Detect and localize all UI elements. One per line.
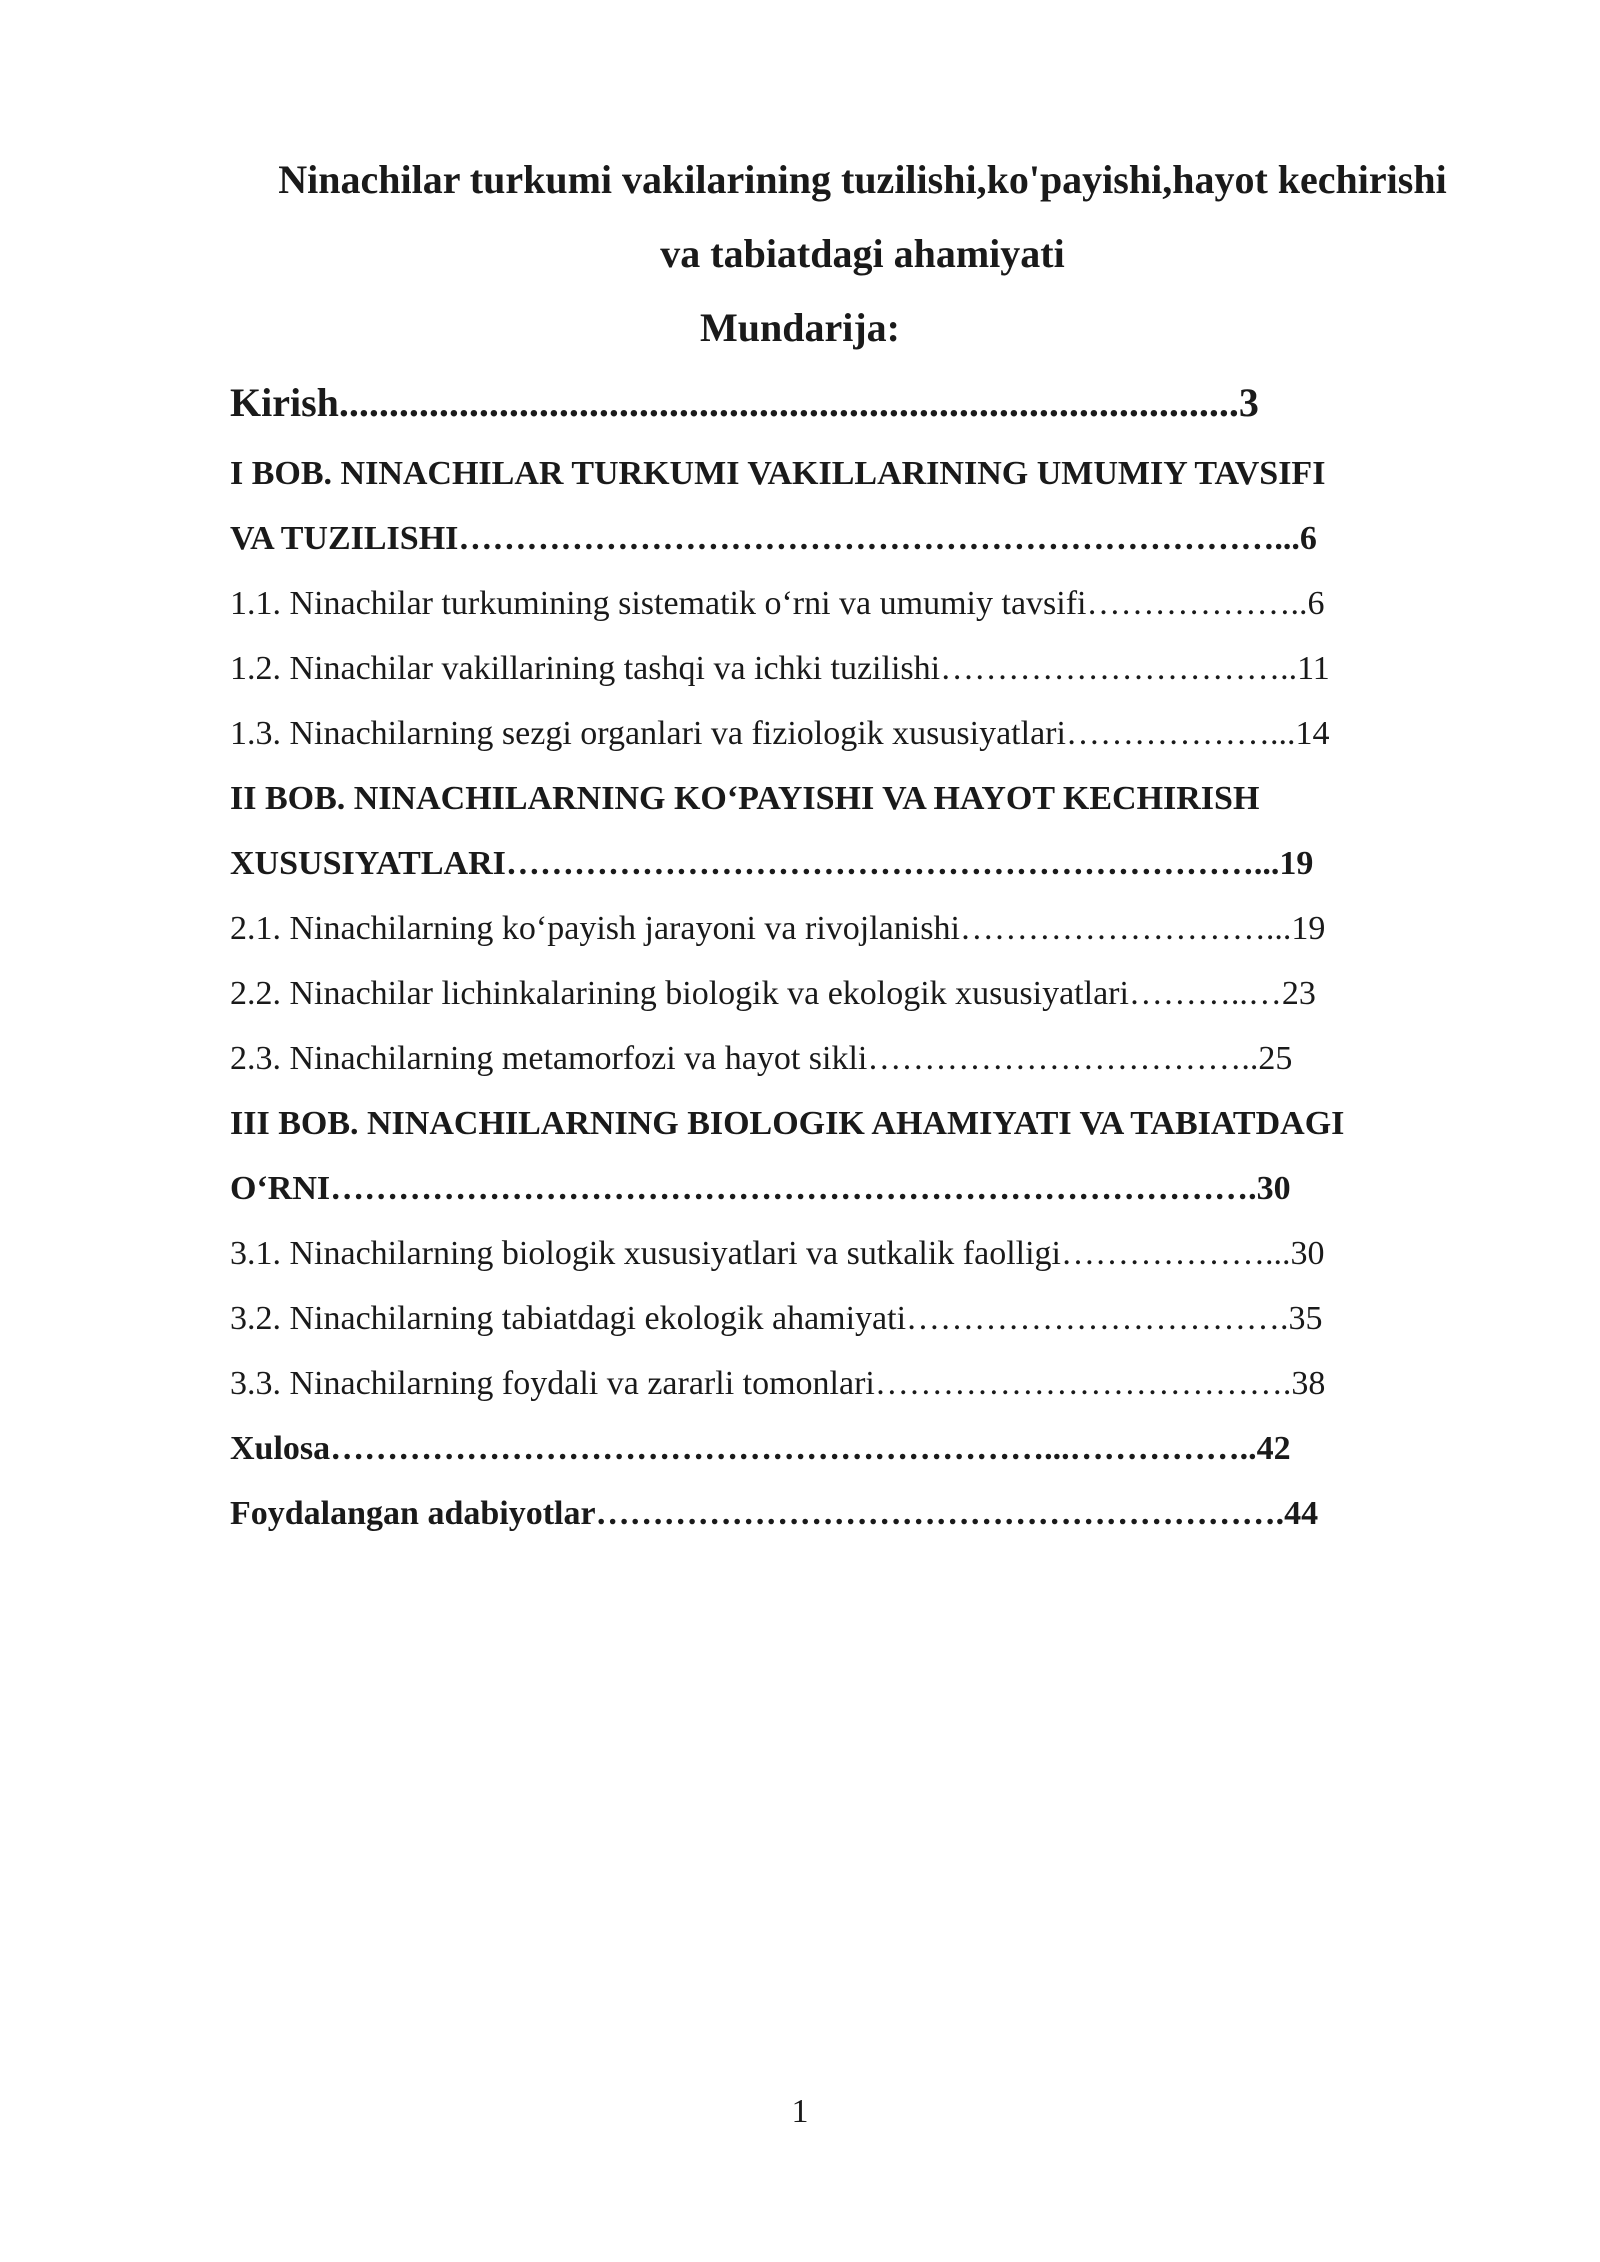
document-title-line-1: Ninachilar turkumi vakilarining tuzilishi,ko'payishi,hayot kechirishi bbox=[278, 157, 1447, 202]
page-number: 1 bbox=[791, 2093, 809, 2130]
toc-section-2-1: 2.1. Ninachilarning koʻpayish jarayoni va rivojlanishi………………………...19 bbox=[230, 910, 1326, 947]
toc-entry-references: Foydalangan adabiyotlar…………………………………………………….44 bbox=[230, 1495, 1319, 1532]
toc-section-1-1: 1.1. Ninachilar turkumining sistematik oʻrni va umumiy tavsifi………………..6 bbox=[230, 585, 1325, 622]
toc-chapter-2-line-2: XUSUSIYATLARI…………………………………………………………...19 bbox=[230, 845, 1314, 882]
toc-entry-kirish: Kirish..........................................................................................3 bbox=[230, 380, 1259, 425]
toc-chapter-3-line-1: III BOB. NINACHILARNING BIOLOGIK AHAMIYATI VA TABIATDAGI bbox=[230, 1105, 1345, 1142]
toc-entry-xulosa: Xulosa………………………………………………………...……………..42 bbox=[230, 1430, 1291, 1467]
contents-heading: Mundarija: bbox=[700, 305, 900, 350]
toc-section-3-3: 3.3. Ninachilarning foydali va zararli tomonlari……………………………….38 bbox=[230, 1365, 1326, 1402]
document-title-line-2: va tabiatdagi ahamiyati bbox=[660, 231, 1065, 276]
toc-section-3-1: 3.1. Ninachilarning biologik xususiyatlari va sutkalik faolligi………………...30 bbox=[230, 1235, 1325, 1272]
toc-chapter-2-line-1: II BOB. NINACHILARNING KOʻPAYISHI VA HAYOT KECHIRISH bbox=[230, 780, 1260, 817]
toc-chapter-1-line-2: VA TUZILISHI………………………………………………………………...6 bbox=[230, 520, 1317, 557]
toc-section-2-3: 2.3. Ninachilarning metamorfozi va hayot sikli……………………………..25 bbox=[230, 1040, 1293, 1077]
toc-section-1-2: 1.2. Ninachilar vakillarining tashqi va ichki tuzilishi…………………………..11 bbox=[230, 650, 1330, 687]
toc-chapter-3-line-2: OʻRNI……………………………………………………………………….30 bbox=[230, 1170, 1291, 1207]
toc-section-2-2: 2.2. Ninachilar lichinkalarining biologik va ekologik xususiyatlari………..…23 bbox=[230, 975, 1316, 1012]
toc-chapter-1-line-1: I BOB. NINACHILAR TURKUMI VAKILLARINING UMUMIY TAVSIFI bbox=[230, 455, 1326, 492]
toc-section-3-2: 3.2. Ninachilarning tabiatdagi ekologik ahamiyati…………………………….35 bbox=[230, 1300, 1323, 1337]
toc-section-1-3: 1.3. Ninachilarning sezgi organlari va fiziologik xususiyatlari………………...14 bbox=[230, 715, 1330, 752]
